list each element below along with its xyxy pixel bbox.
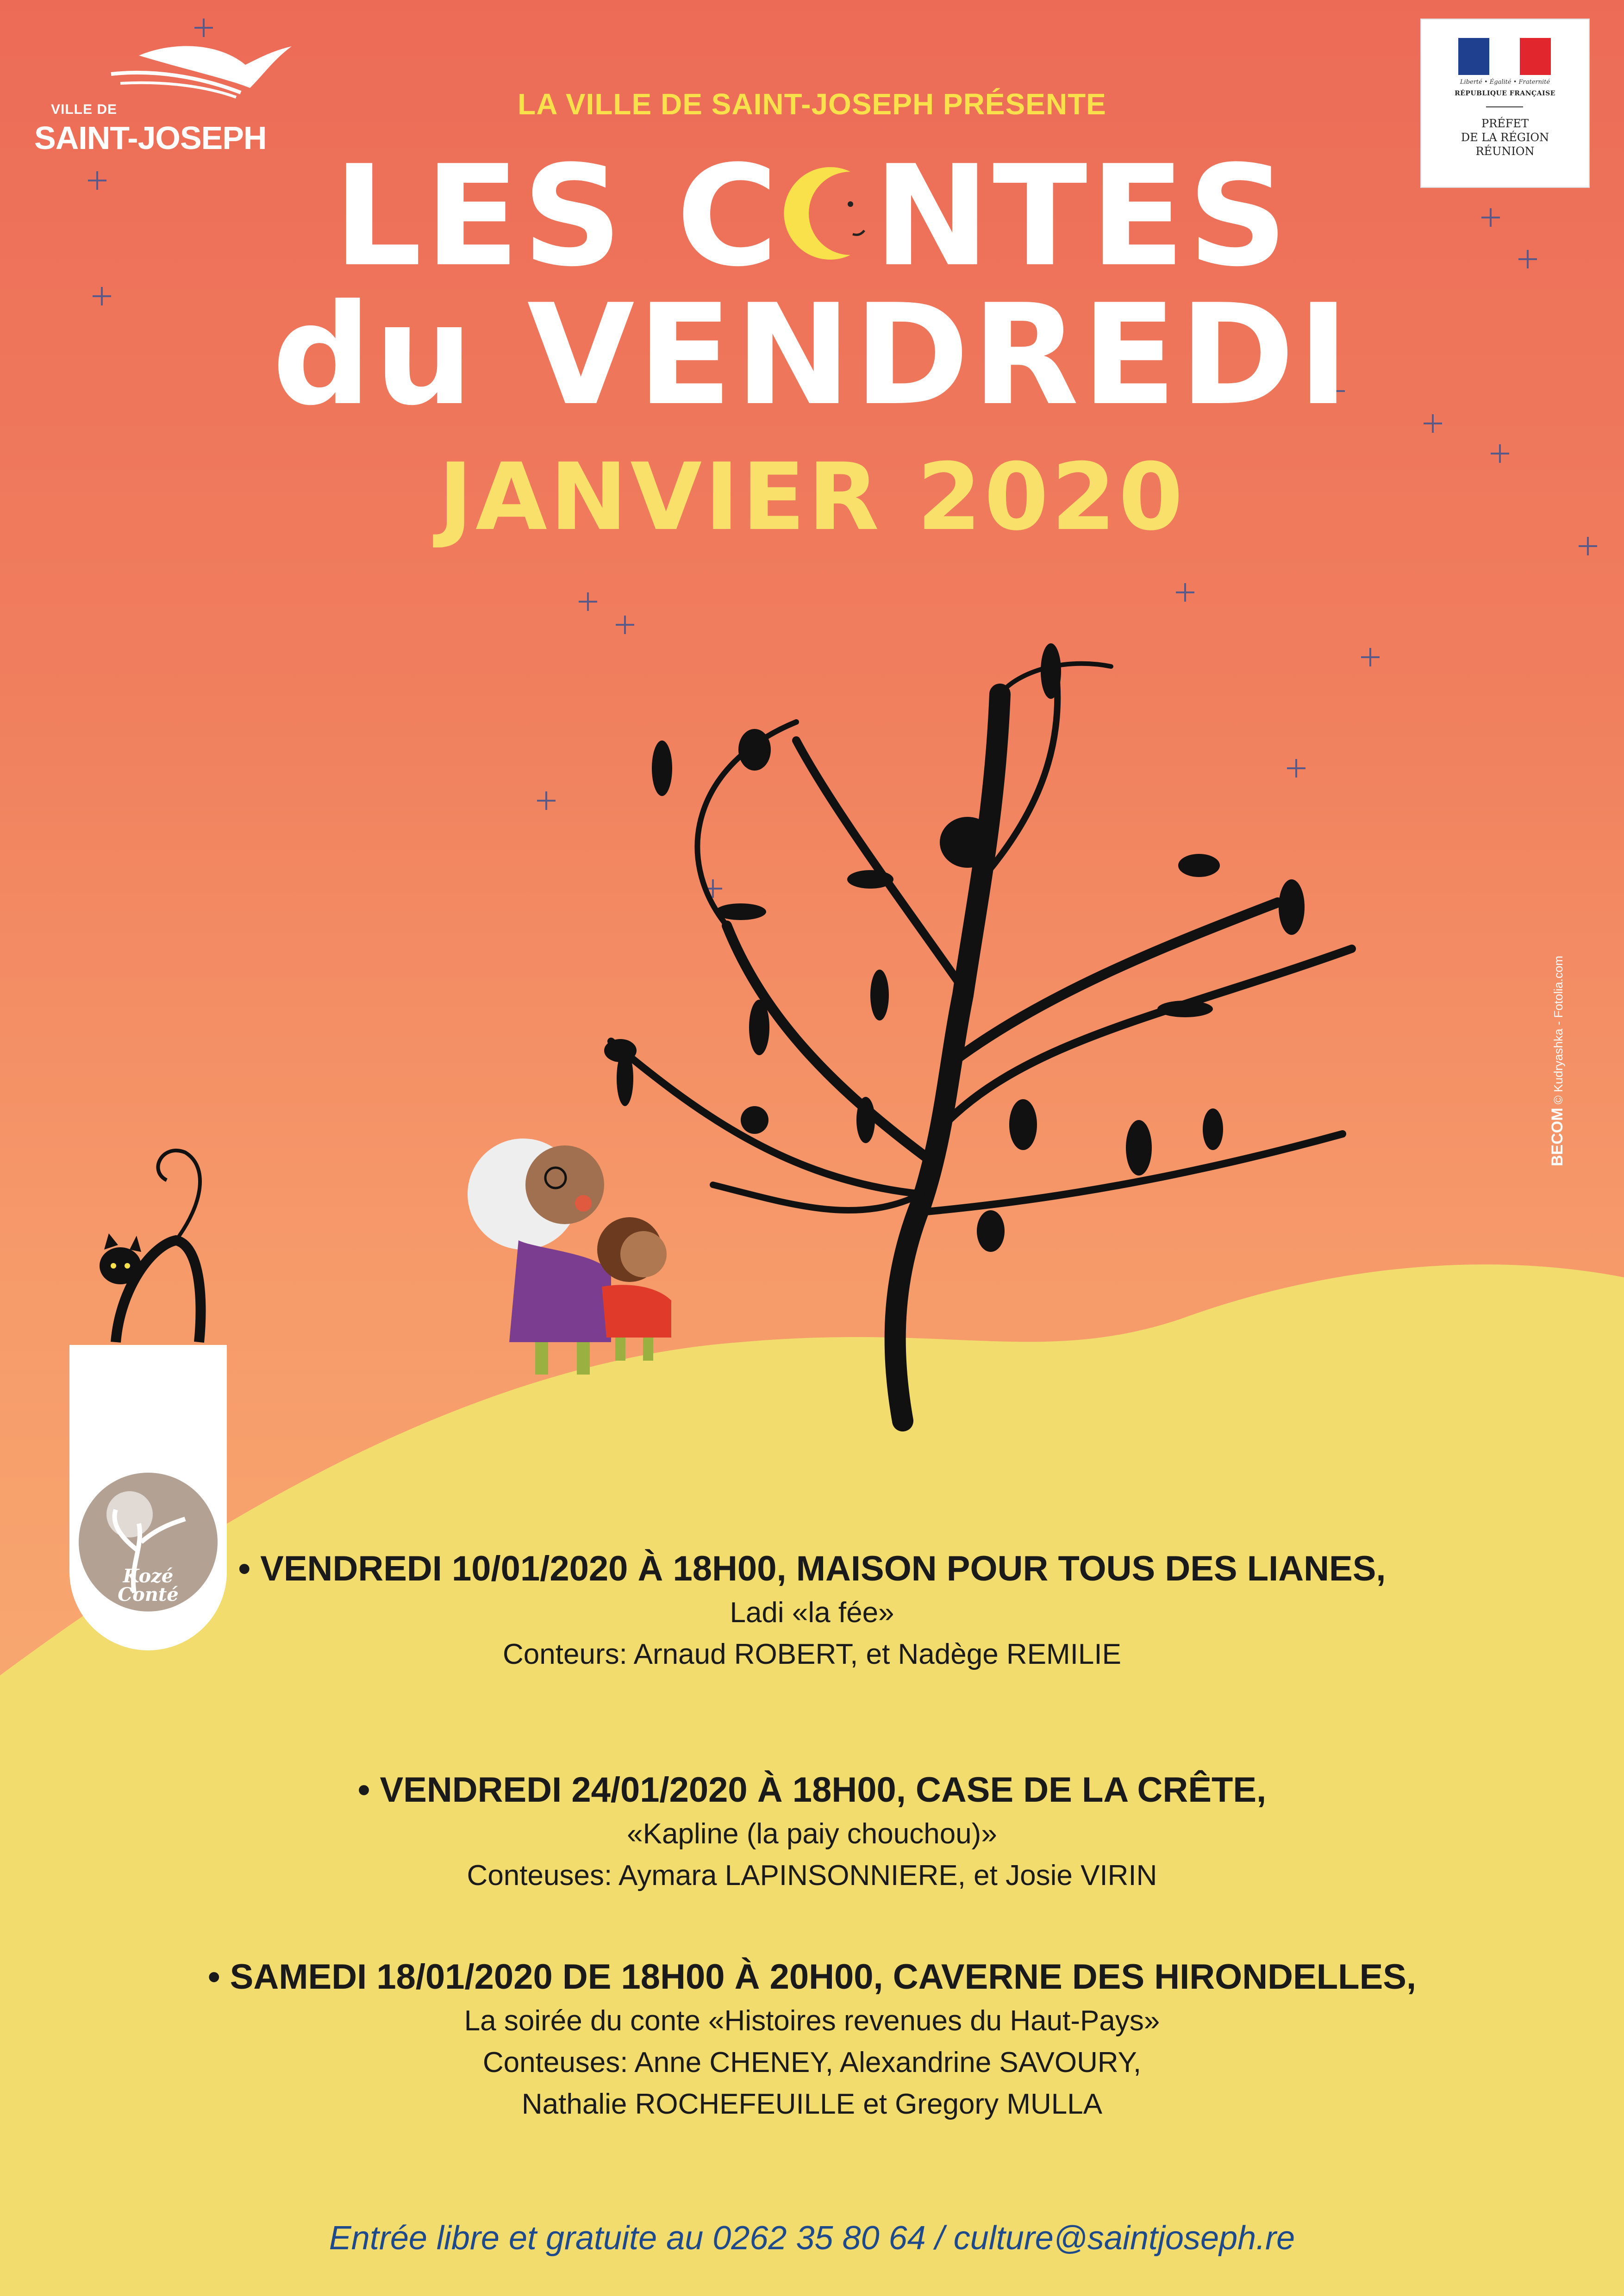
event-2: [0, 1767, 1624, 1897]
moon-icon: [781, 158, 874, 269]
credit-brand: BECOM: [1549, 1108, 1566, 1166]
city-logo-name: SAINT-JOSEPH: [34, 120, 267, 156]
event-2-line-2: Conteuses: Aymara LAPINSONNIERE, et Josie VIRIN: [467, 1860, 1157, 1892]
prefet-motto: Liberté • Égalité • Fraternité: [1460, 79, 1550, 86]
event-1: [0, 1546, 1624, 1675]
cats: [604, 643, 1305, 1252]
event-3-line-2: Conteuses: Anne CHENEY, Alexandrine SAVOURY,: [482, 2047, 1142, 2078]
event-1-line-1: Ladi «la fée»: [730, 1597, 894, 1629]
title-line-2: du VENDREDI: [272, 274, 1352, 436]
event-3: [0, 1954, 1624, 2125]
event-2-heading: • VENDREDI 24/01/2020 À 18H00, CASE DE LA CRÊTE,: [357, 1770, 1267, 1810]
prefet-line-2: DE LA RÉGION: [1461, 131, 1549, 144]
title-part-a: LES C: [333, 136, 781, 297]
date-title: JANVIER 2020: [438, 443, 1186, 551]
event-3-line-3: Nathalie ROCHEFEUILLE et Gregory MULLA: [521, 2088, 1103, 2120]
city-logo-small-text: VILLE DE: [51, 102, 118, 117]
presenter-line: LA VILLE DE SAINT-JOSEPH PRÉSENTE: [518, 87, 1106, 121]
event-1-line-2: Conteurs: Arnaud ROBERT, et Nadège REMILIE: [503, 1638, 1121, 1670]
prefet-line-3: RÉUNION: [1475, 145, 1535, 158]
credit-text: © Kudryashka - Fotolia.com: [1551, 956, 1565, 1105]
prefet-line-1: PRÉFET: [1481, 117, 1529, 130]
event-1-heading: • VENDREDI 10/01/2020 À 18H00, MAISON POUR TOUS DES LIANES,: [238, 1549, 1386, 1588]
event-3-heading: • SAMEDI 18/01/2020 DE 18H00 À 20H00, CAVERNE DES HIRONDELLES,: [207, 1957, 1417, 1997]
cat-on-sign: [100, 1151, 200, 1342]
event-2-line-1: «Kapline (la paiy chouchou)»: [627, 1818, 997, 1850]
event-3-line-1: La soirée du conte «Histoires revenues du Haut-Pays»: [464, 2005, 1160, 2037]
footer-contact: Entrée libre et gratuite au 0262 35 80 64 / culture@saintjoseph.re: [329, 2220, 1295, 2257]
french-flag: [1458, 38, 1551, 75]
title-part-b: NTES: [874, 136, 1291, 297]
photo-credit: [1549, 870, 1567, 1166]
koze-name-line-2: Conté: [118, 1584, 179, 1605]
grandmother: [468, 1139, 611, 1375]
koze-name-line-1: Kozé: [123, 1565, 174, 1587]
prefet-republic: RÉPUBLIQUE FRANÇAISE: [1455, 90, 1555, 97]
